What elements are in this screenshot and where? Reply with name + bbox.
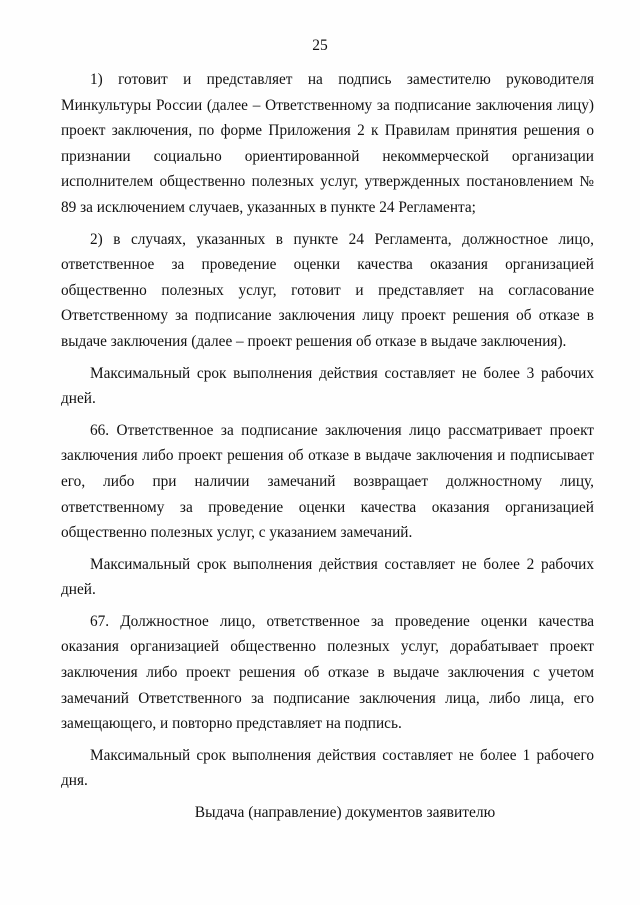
paragraph-deadline-2: Максимальный срок выполнения действия составляет не более 2 рабочих дней. — [61, 555, 594, 599]
section-heading: Выдача (направление) документов заявителю — [194, 804, 496, 821]
paragraph-67: 67. Должностное лицо, ответственное за проведение оценки качества оказания организацией общественно полезных услуг, дорабатывает проект заключения либо проект решения об отказе в выдаче заключения с учетом замечаний Ответственного за подписание заключения лица, либо лица, его замещающего, и повторно представляет на подпись. — [61, 612, 594, 733]
paragraph-item-1: 1) готовит и представляет на подпись заместителю руководителя Минкультуры России (далее – Ответственному за подписание заключения лицу) проект заключения, по форме Приложения 2 к Правилам принятия решения о признании социально ориентированной некоммерческой организации исполнителем общественно полезных услуг, утвержденных постановлением № 89 за исключением случаев, указанных в пункте 24 Регламента; — [61, 71, 594, 216]
document-body — [61, 67, 594, 794]
paragraph-66: 66. Ответственное за подписание заключения лицо рассматривает проект заключения либо проект решения об отказе в выдаче заключения и подписывает его, либо при наличии замечаний возвращает должностному лицу, ответственному за проведение оценки качества оказания организацией общественно полезных услуг, с указанием замечаний. — [61, 421, 594, 542]
page-number: 25 — [312, 37, 328, 54]
paragraph-item-2: 2) в случаях, указанных в пункте 24 Регламента, должностное лицо, ответственное за проведение оценки качества оказания организацией общественно полезных услуг, готовит и представляет на согласование Ответственному за подписание заключения лицу проект решения об отказе в выдаче заключения (далее – проект решения об отказе в выдаче заключения). — [61, 230, 594, 350]
paragraph-deadline-3: Максимальный срок выполнения действия составляет не более 1 рабочего дня. — [61, 746, 594, 790]
paragraph-deadline-1: Максимальный срок выполнения действия составляет не более 3 рабочих дней. — [61, 364, 594, 408]
